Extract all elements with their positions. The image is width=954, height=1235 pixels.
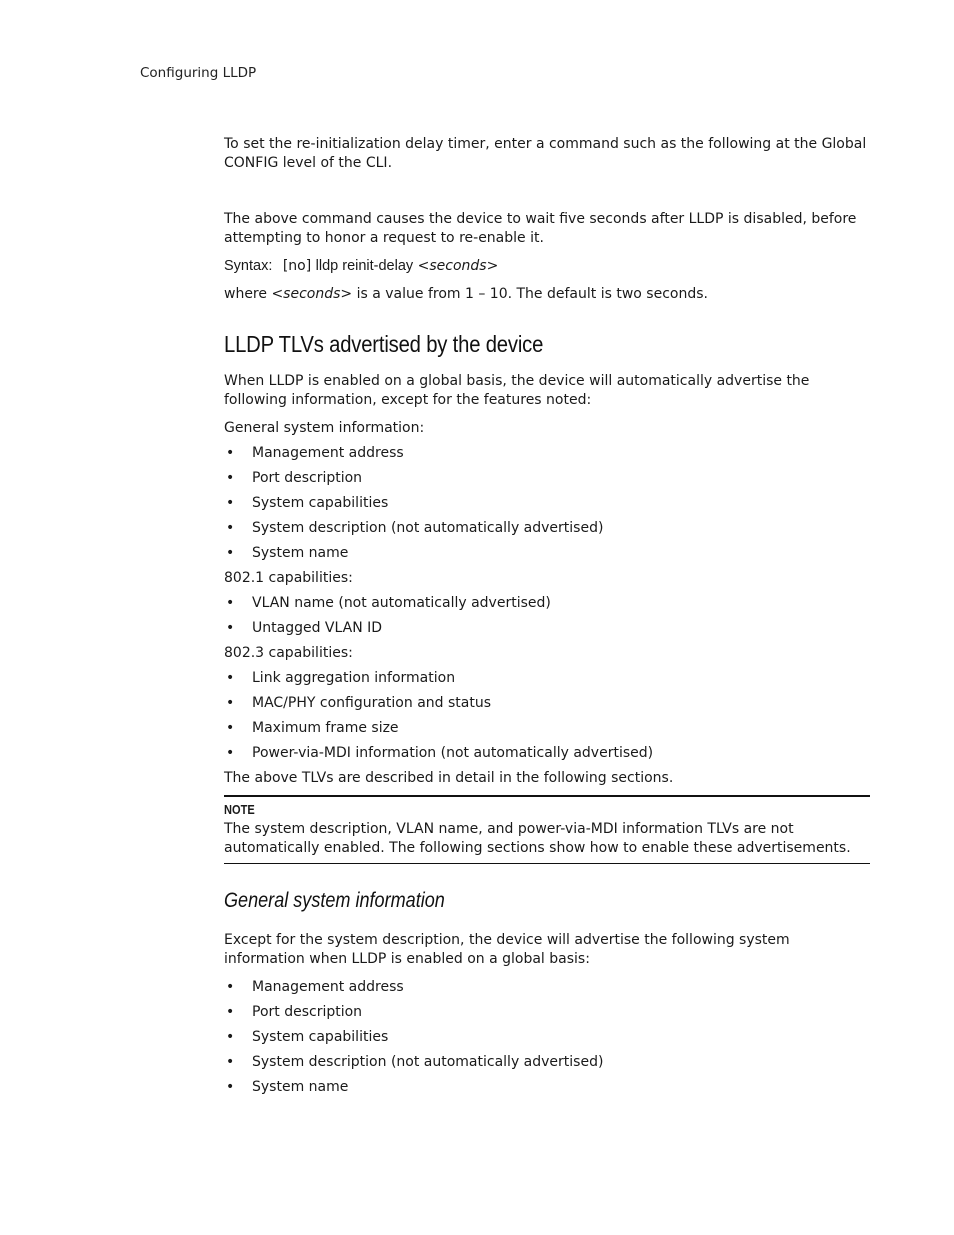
bullet-icon: • <box>226 979 235 995</box>
syntax-param: <seconds> <box>417 258 499 274</box>
where-suffix: is a value from 1 – 10. The default is two seconds. <box>352 286 708 302</box>
list-item <box>224 1028 870 1053</box>
list-item <box>224 719 870 744</box>
bullet-icon: • <box>226 520 235 536</box>
bullet-icon: • <box>226 1079 235 1095</box>
list-item <box>224 494 870 519</box>
where-param: <seconds> <box>271 286 353 302</box>
list-item-text: Management address <box>252 445 404 461</box>
note-text: The system description, VLAN name, and power-via-MDI information TLVs are not automatically enabled. The following sections show how to enable these advertisements. <box>224 821 851 856</box>
bullet-icon: • <box>226 695 235 711</box>
where-prefix: where <box>224 286 272 302</box>
list-item <box>224 469 870 494</box>
list-item-text: System name <box>252 1079 349 1095</box>
subsection-intro: Except for the system description, the device will advertise the following system information when LLDP is enabled on a global basis: <box>224 932 790 967</box>
where-line <box>224 285 870 304</box>
list-item-text: System capabilities <box>252 1029 389 1045</box>
list-item <box>224 1053 870 1078</box>
list-item-text: Management address <box>252 979 404 995</box>
list-item-text: Power-via-MDI information (not automatically advertised) <box>252 745 654 761</box>
list-item-text: Untagged VLAN ID <box>252 620 383 636</box>
bullet-icon: • <box>226 1029 235 1045</box>
bullet-icon: • <box>226 745 235 761</box>
list-item <box>224 1003 870 1028</box>
list-item <box>224 669 870 694</box>
bullet-icon: • <box>226 470 235 486</box>
syntax-optional: [no] <box>282 258 312 274</box>
bullet-icon: • <box>226 670 235 686</box>
list-item <box>224 978 870 1003</box>
syntax-command: lldp reinit-delay <box>315 258 414 274</box>
list-item-text: Port description <box>252 470 363 486</box>
list-item-text: System description (not automatically advertised) <box>252 520 604 536</box>
bullet-icon: • <box>226 720 235 736</box>
list-item-text: System description (not automatically advertised) <box>252 1054 604 1070</box>
list-item <box>224 619 870 644</box>
bullet-icon: • <box>226 595 235 611</box>
list-item <box>224 1078 870 1103</box>
bullet-icon: • <box>226 445 235 461</box>
group-list <box>224 594 870 644</box>
note-box <box>224 795 870 864</box>
list-item-text: System name <box>252 545 349 561</box>
bullet-icon: • <box>226 1054 235 1070</box>
list-item <box>224 594 870 619</box>
running-header: Configuring LLDP <box>140 65 257 81</box>
bullet-icon: • <box>226 545 235 561</box>
subsection-list <box>224 978 870 1103</box>
intro-paragraph: To set the re-initialization delay timer, enter a command such as the following at the Global CONFIG level of the CLI. <box>224 136 867 171</box>
group-list <box>224 444 870 569</box>
section-intro: When LLDP is enabled on a global basis, the device will automatically advertise the following information, except for the features noted: <box>224 373 810 408</box>
list-item <box>224 519 870 544</box>
section-closing: The above TLVs are described in detail in the following sections. <box>224 770 674 786</box>
list-item <box>224 744 870 769</box>
list-item-text: System capabilities <box>252 495 389 511</box>
group-list <box>224 669 870 769</box>
bullet-icon: • <box>226 620 235 636</box>
note-title: NOTE <box>224 802 255 817</box>
list-item-text: VLAN name (not automatically advertised) <box>252 595 551 611</box>
group-label: 802.1 capabilities: <box>224 570 353 586</box>
list-item-text: Link aggregation information <box>252 670 456 686</box>
syntax-line <box>224 257 870 276</box>
list-item-text: MAC/PHY configuration and status <box>252 695 491 711</box>
group-label: General system information: <box>224 420 425 436</box>
list-item <box>224 544 870 569</box>
list-item <box>224 694 870 719</box>
command-explanation: The above command causes the device to wait five seconds after LLDP is disabled, before attempting to honor a request to re-enable it. <box>224 211 857 246</box>
list-item-text: Port description <box>252 1004 363 1020</box>
subsection-heading: General system information <box>224 889 445 912</box>
group-label: 802.3 capabilities: <box>224 645 353 661</box>
tlv-groups <box>224 419 870 769</box>
bullet-icon: • <box>226 1004 235 1020</box>
list-item-text: Maximum frame size <box>252 720 399 736</box>
section-heading: LLDP TLVs advertised by the device <box>224 331 544 357</box>
bullet-icon: • <box>226 495 235 511</box>
page-content <box>224 135 870 1103</box>
list-item <box>224 444 870 469</box>
syntax-label: Syntax: <box>224 258 273 274</box>
